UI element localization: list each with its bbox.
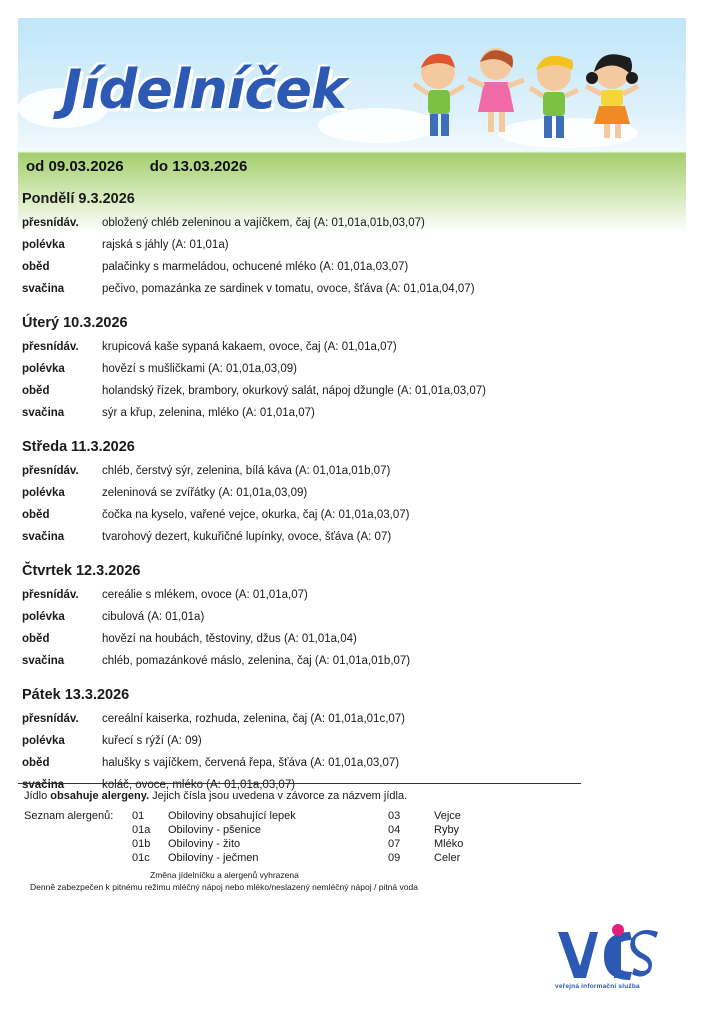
meal-text: chléb, čerstvý sýr, zelenina, bílá káva (A: 01,01a,01b,07): [102, 465, 391, 477]
meal-label: svačina: [22, 407, 65, 419]
meal-row: [22, 212, 622, 234]
meal-label: svačina: [22, 655, 65, 667]
meal-row: [22, 402, 622, 424]
allergen-code: 01a: [132, 824, 151, 836]
meal-text: koláč, ovoce, mléko (A: 01,01a,03,07): [102, 779, 296, 791]
meal-label: přesnídáv.: [22, 713, 79, 725]
allergen-name: Celer: [434, 852, 461, 864]
meal-text: cereální kaiserka, rozhuda, zelenina, čaj (A: 01,01a,01c,07): [102, 713, 406, 725]
drink-note: Denně zabezpečen k pitnému režimu mléčný nápoj nebo mléko/neslazený nemléčný nápoj / pitná voda: [30, 882, 418, 892]
meal-label: přesnídáv.: [22, 217, 79, 229]
vis-logo: [552, 920, 662, 992]
page-title: Jídelníček: [62, 58, 346, 121]
meal-label: přesnídáv.: [22, 589, 79, 601]
child-dark-hair-girl-icon: [586, 54, 638, 138]
meal-text: kuřecí s rýží (A: 09): [102, 735, 202, 747]
allergen-name: Obiloviny - žito: [168, 838, 241, 850]
meal-row: [22, 752, 622, 774]
allergen-name: Obiloviny obsahující lepek: [168, 810, 296, 822]
allergen-code: 04: [388, 824, 401, 836]
allergen-list-label: Seznam alergenů:: [24, 810, 114, 822]
logo-dot-icon: [612, 924, 624, 936]
allergen-code: 01: [132, 810, 145, 822]
child-blond-boy-icon: [530, 56, 578, 138]
meal-text: hovězí na houbách, těstoviny, džus (A: 01,01a,04): [102, 633, 357, 645]
allergen-note-suffix: Jejich čísla jsou uvedena v závorce za názvem jídla.: [149, 790, 408, 802]
meal-label: svačina: [22, 283, 65, 295]
meal-row: [22, 628, 622, 650]
day-monday: [22, 188, 622, 300]
day-title: Středa 11.3.2026: [22, 439, 135, 455]
allergen-code: 01c: [132, 852, 150, 864]
meal-text: sýr a křup, zelenina, mléko (A: 01,01a,07): [102, 407, 315, 419]
divider: [18, 783, 581, 784]
meal-text: palačinky s marmeládou, ochucené mléko (A: 01,01a,03,07): [102, 261, 409, 273]
meal-text: halušky s vajíčkem, červená řepa, šťáva (A: 01,01a,03,07): [102, 757, 400, 769]
meal-row: [22, 234, 622, 256]
meal-label: polévka: [22, 611, 65, 623]
meal-text: chléb, pomazánkové máslo, zelenina, čaj (A: 01,01a,01b,07): [102, 655, 411, 667]
menu-days: [22, 188, 622, 808]
meal-text: obložený chléb zeleninou a vajíčkem, čaj (A: 01,01a,01b,03,07): [102, 217, 425, 229]
allergen-code: 09: [388, 852, 401, 864]
allergen-note-prefix: Jídlo: [24, 790, 51, 802]
day-thursday: [22, 560, 622, 672]
logo-text: veřejná informační služba: [555, 983, 640, 990]
change-note: Změna jídelníčku a alergenů vyhrazena: [150, 870, 299, 880]
meal-row: [22, 358, 622, 380]
day-title: Pondělí 9.3.2026: [22, 191, 135, 207]
meal-row: [22, 278, 622, 300]
allergen-name: Mléko: [434, 838, 464, 850]
allergen-code: 03: [388, 810, 401, 822]
allergen-name: Obiloviny - pšenice: [168, 824, 261, 836]
day-title: Úterý 10.3.2026: [22, 315, 128, 331]
meal-label: oběd: [22, 757, 50, 769]
meal-row: [22, 256, 622, 278]
meal-text: pečivo, pomazánka ze sardinek v tomatu, ovoce, šťáva (A: 01,01a,04,07): [102, 283, 475, 295]
meal-label: polévka: [22, 363, 65, 375]
meal-text: cereálie s mlékem, ovoce (A: 01,01a,07): [102, 589, 308, 601]
meal-text: cibulová (A: 01,01a): [102, 611, 205, 623]
meal-text: krupicová kaše sypaná kakaem, ovoce, čaj (A: 01,01a,07): [102, 341, 397, 353]
meal-label: svačina: [22, 779, 65, 791]
week-range: [26, 158, 269, 175]
allergen-list: [24, 809, 494, 865]
meal-label: polévka: [22, 735, 65, 747]
meal-text: hovězí s mušličkami (A: 01,01a,03,09): [102, 363, 297, 375]
allergen-name: Ryby: [434, 824, 460, 836]
allergen-code: 01b: [132, 838, 151, 850]
meal-label: přesnídáv.: [22, 341, 79, 353]
day-wednesday: [22, 436, 622, 548]
meal-row: [22, 708, 622, 730]
meal-label: svačina: [22, 531, 65, 543]
meal-row: [22, 504, 622, 526]
meal-row: [22, 460, 622, 482]
child-girl-icon: [468, 48, 524, 132]
allergen-note-bold: obsahuje alergeny.: [50, 790, 150, 802]
day-tuesday: [22, 312, 622, 424]
child-boy-icon: [414, 54, 464, 136]
meal-row: [22, 380, 622, 402]
meal-row: [22, 650, 622, 672]
week-to: do 13.03.2026: [149, 158, 248, 175]
allergen-name: Obiloviny - ječmen: [168, 852, 259, 864]
meal-label: polévka: [22, 239, 65, 251]
day-title: Pátek 13.3.2026: [22, 687, 130, 703]
day-friday: [22, 684, 622, 796]
meal-label: oběd: [22, 261, 50, 273]
meal-text: rajská s jáhly (A: 01,01a): [102, 239, 229, 251]
meal-row: [22, 606, 622, 628]
week-from: od 09.03.2026: [26, 158, 124, 175]
allergen-name: Vejce: [434, 810, 461, 822]
meal-text: zeleninová se zvířátky (A: 01,01a,03,09): [102, 487, 308, 499]
children-illustration: [410, 38, 650, 148]
meal-label: polévka: [22, 487, 65, 499]
meal-row: [22, 336, 622, 358]
meal-label: oběd: [22, 385, 50, 397]
meal-label: oběd: [22, 633, 50, 645]
meal-text: čočka na kyselo, vařené vejce, okurka, čaj (A: 01,01a,03,07): [102, 509, 410, 521]
meal-label: oběd: [22, 509, 50, 521]
day-title: Čtvrtek 12.3.2026: [22, 563, 141, 579]
meal-row: [22, 526, 622, 548]
allergen-code: 07: [388, 838, 401, 850]
allergen-note: [24, 790, 407, 802]
meal-row: [22, 584, 622, 606]
meal-text: holandský řízek, brambory, okurkový salát, nápoj džungle (A: 01,01a,03,07): [102, 385, 486, 397]
meal-label: přesnídáv.: [22, 465, 79, 477]
meal-row: [22, 730, 622, 752]
meal-row: [22, 482, 622, 504]
meal-text: tvarohový dezert, kukuřičné lupínky, ovoce, šťáva (A: 07): [102, 531, 392, 543]
